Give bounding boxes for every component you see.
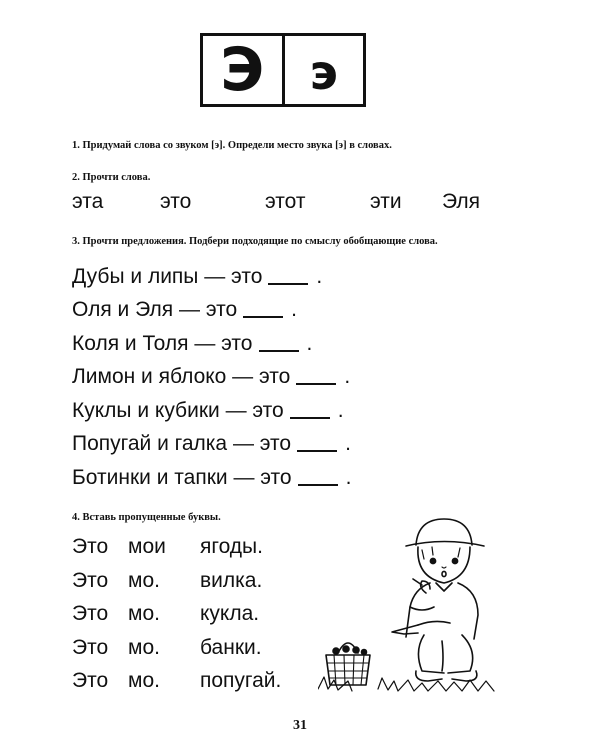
word-item: этот (265, 190, 306, 213)
sentence-row (72, 428, 351, 462)
sentence-end: . (291, 298, 297, 322)
task-2-instruction: 2. Прочти слова. (72, 172, 151, 183)
fill-row (72, 667, 332, 701)
task-3-instruction: 3. Прочти предложения. Подбери подходящие по смыслу обобщающие слова. (72, 236, 438, 247)
sentence-text: Лимон и яблоко — это (72, 365, 291, 389)
sentence-row (72, 260, 351, 294)
fill-word: Это (72, 602, 109, 626)
sentence-end: . (345, 465, 352, 489)
answer-blank[interactable] (268, 269, 308, 285)
sentence-row (72, 394, 351, 428)
fill-word: Это (72, 669, 109, 693)
fill-word[interactable]: мо. (128, 635, 160, 659)
sentence-text: Ботинки и тапки — это (72, 465, 292, 489)
sentence-end: . (306, 331, 313, 355)
fill-row (72, 634, 332, 668)
fill-row (72, 533, 332, 567)
sentence-end: . (345, 432, 351, 456)
sentence-text: Коля и Толя — это (72, 331, 253, 355)
sentence-row (72, 327, 351, 361)
sentence-text: Оля и Эля — это (72, 298, 238, 322)
task-1-instruction: 1. Придумай слова со звуком [э]. Определи место звука [э] в словах. (72, 140, 392, 151)
sentence-row (72, 361, 351, 395)
word-item: эти (370, 190, 402, 213)
fill-word: Это (72, 535, 109, 558)
fill-word: Это (72, 568, 109, 592)
fill-word: вилка. (200, 568, 263, 592)
page-number: 31 (293, 718, 307, 733)
sentence-row (72, 461, 351, 495)
letter-card (200, 33, 366, 107)
sentence-end: . (344, 365, 351, 389)
boy-with-basket-illustration (318, 515, 503, 695)
sentence-text: Куклы и кубики — это (72, 398, 284, 422)
word-list (0, 190, 600, 218)
sentence-text: Дубы и липы — это (72, 264, 263, 288)
word-item: эта (72, 190, 104, 213)
sentence-text: Попугай и галка — это (72, 432, 292, 456)
fill-word: банки. (200, 635, 262, 659)
fill-word: попугай. (200, 669, 282, 693)
sentence-end: . (316, 264, 323, 288)
fill-word[interactable]: мо. (128, 602, 160, 626)
fill-row (72, 600, 332, 634)
sentence-row (72, 294, 351, 328)
sentence-list (72, 260, 351, 495)
sentence-end: . (337, 398, 344, 422)
lowercase-letter: э (309, 45, 338, 101)
answer-blank[interactable] (298, 470, 338, 486)
answer-blank[interactable] (297, 436, 337, 452)
fill-row (72, 567, 332, 601)
task-4-instruction: 4. Вставь пропущенные буквы. (72, 512, 221, 523)
fill-word[interactable]: мо. (128, 568, 160, 592)
fill-word: Это (72, 635, 109, 659)
answer-blank[interactable] (243, 302, 283, 318)
fill-word[interactable]: мои (128, 535, 166, 558)
uppercase-letter: Э (203, 36, 285, 104)
fill-word[interactable]: мо. (128, 669, 160, 693)
word-item: Эля (442, 190, 481, 213)
answer-blank[interactable] (296, 369, 336, 385)
answer-blank[interactable] (259, 336, 299, 352)
fill-word: ягоды. (200, 535, 263, 558)
face-icon (418, 547, 470, 583)
word-item: это (160, 190, 192, 213)
fill-in-exercise (72, 533, 332, 701)
fill-word: кукла. (200, 602, 260, 626)
answer-blank[interactable] (290, 403, 330, 419)
